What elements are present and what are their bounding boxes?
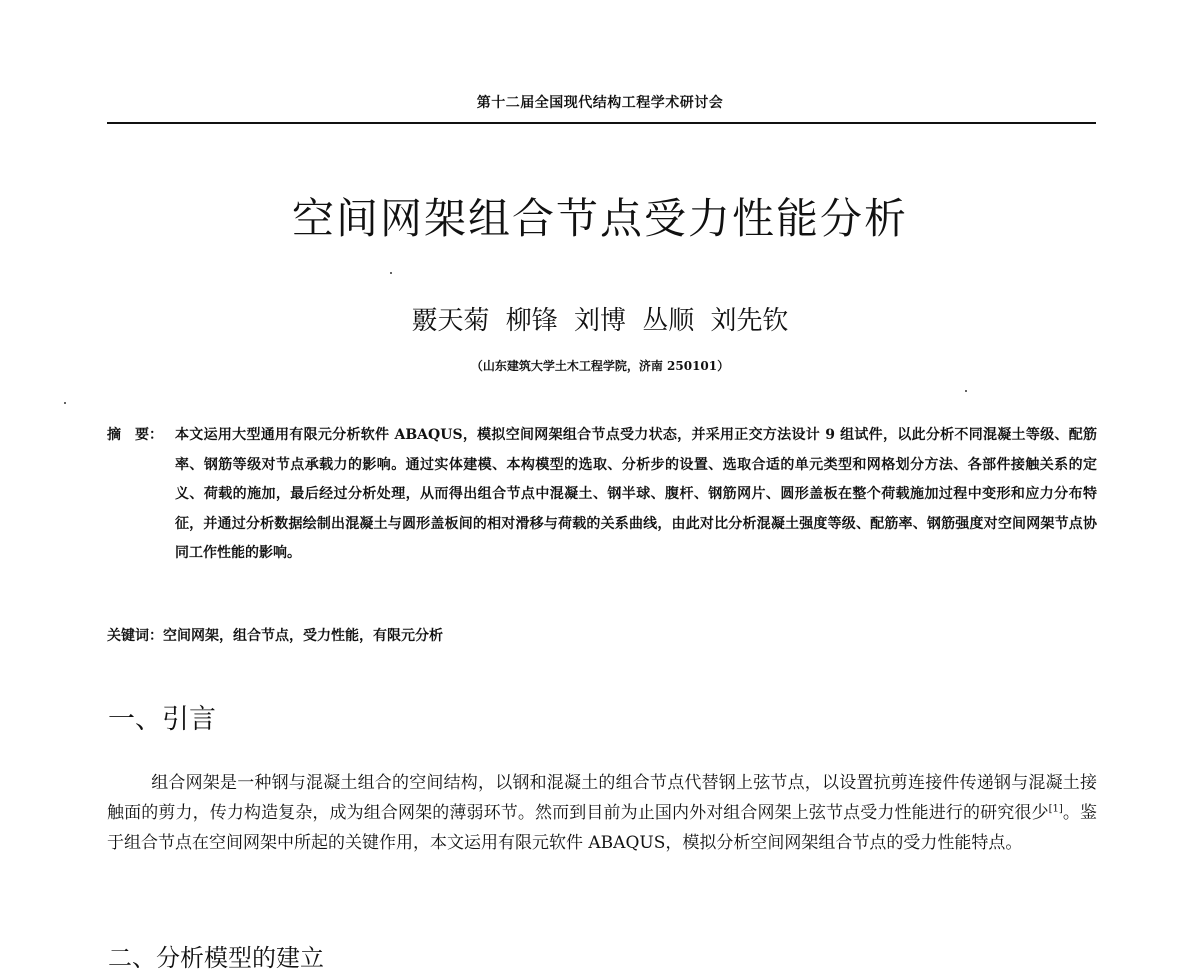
paper-title: 空间网架组合节点受力性能分析	[291, 194, 908, 243]
section-heading-model: 二、分析模型的建立	[108, 944, 324, 972]
conference-header: 第十二届全国现代结构工程学术研讨会	[476, 95, 724, 111]
abstract-label: 摘 要：	[107, 427, 163, 443]
abstract	[107, 421, 1097, 569]
section-heading-introduction: 一、引言	[108, 704, 216, 735]
reference-marker[interactable]: [1]	[1048, 803, 1063, 815]
intro-text-part1: 组合网架是一种钢与混凝土组合的空间结构，以钢和混凝土的组合节点代替钢上弦节点，以设置抗剪连接件传递钢与混凝土接触面的剪力，传力构造复杂，成为组合网架的薄弱环节。然而到目前为止国内外对组合网架上弦节点受力性能进行的研究很少	[107, 773, 1097, 823]
introduction-paragraph	[107, 768, 1097, 858]
keywords-text: 空间网架，组合节点，受力性能，有限元分析	[163, 628, 443, 644]
paper-affiliation: （山东建筑大学土木工程学院，济南 250101）	[470, 359, 730, 373]
scan-speck	[965, 390, 967, 392]
keywords	[107, 625, 1097, 645]
scan-speck	[390, 272, 392, 274]
intro-text-part2: 。鉴于组合节点在空间网架中所起的关键作用，本文运用有限元软件 ABAQUS，模拟分析空间网架组合节点的受力性能特点。	[107, 803, 1098, 853]
scan-speck	[64, 402, 66, 404]
header-rule	[107, 122, 1096, 124]
keywords-label: 关键词：	[107, 628, 163, 644]
paper-authors: 覈天菊 柳锋 刘博 丛顺 刘先钦	[411, 306, 789, 336]
abstract-text: 本文运用大型通用有限元分析软件 ABAQUS，模拟空间网架组合节点受力状态，并采用正交方法设计 9 组试件，以此分析不同混凝土等级、配筋率、钢筋等级对节点承载力的影响。通过实体建模、本构模型的选取、分析步的设置、选取合适的单元类型和网格划分方法、各部件接触关系的定义、荷载的施加，最后经过分析处理，从而得出组合节点中混凝土、钢半球、腹杆、钢筋网片、圆形盖板在整个荷载施加过程中变形和应力分布特征，并通过分析数据绘制出混凝土与圆形盖板间的相对滑移与荷载的关系曲线，由此对比分析混凝土强度等级、配筋率、钢筋强度对空间网架节点协同工作性能的影响。	[175, 427, 1097, 561]
